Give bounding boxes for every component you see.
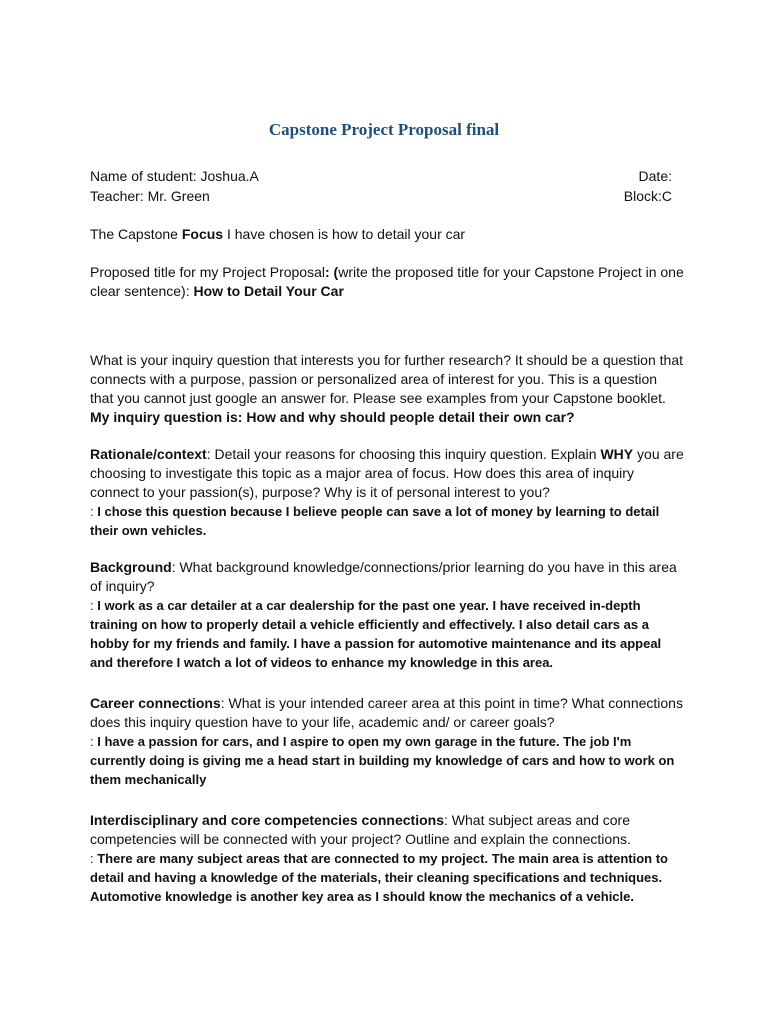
interdisciplinary-answer-prefix: :: [90, 851, 98, 866]
rationale-answer-text: I chose this question because I believe people can save a lot of money by learning to detail their own vehicles.: [90, 504, 660, 538]
rationale-section: [90, 445, 684, 540]
career-answer-text: I have a passion for cars, and I aspire to open my own garage in the future. The job I'm currently doing is giving me a head start in building my knowledge of cars and how to work on them mechanically: [90, 734, 675, 787]
interdisciplinary-heading: Interdisciplinary and core competencies connections: [90, 812, 444, 828]
document-title: Capstone Project Proposal final: [268, 120, 500, 139]
rationale-answer: [90, 502, 684, 540]
background-answer: [90, 596, 684, 672]
proposed-title-line: [90, 263, 684, 301]
rationale-prompt-b: you are choosing to investigate this topic as a major area of focus. How does this area of inquiry connect to your passion(s), purpose? Why is it of personal interest to you?: [90, 446, 684, 500]
career-answer: [90, 732, 684, 789]
interdisciplinary-answer-text: There are many subject areas that are connected to my project. The main area is attention to detail and having a knowledge of the materials, their cleaning specifications and techniques. Automotive knowledge is another key area as I should know the mechanics of a vehicle.: [90, 851, 668, 904]
background-prompt-text: : What background knowledge/connections/prior learning do you have in this area of inquiry?: [90, 559, 677, 594]
career-answer-prefix: :: [90, 734, 98, 749]
focus-keyword: Focus: [181, 226, 224, 242]
focus-suffix: I have chosen is how to detail your car: [223, 226, 466, 242]
background-prompt: [90, 558, 684, 596]
proposed-title-answer: How to Detail Your Car: [193, 283, 344, 299]
student-name: Name of student: Joshua.A: [90, 168, 259, 184]
inquiry-prompt: What is your inquiry question that interests you for further research? It should be a question that connects with a purpose, passion or personalized area of interest for you. This is a question that you cannot just google an answer for. Please see examples from your Capstone booklet.: [90, 352, 683, 406]
date-label: Date:: [638, 168, 672, 184]
teacher-name: Teacher: Mr. Green: [90, 188, 210, 204]
focus-line: [90, 225, 684, 244]
inquiry-section: [90, 351, 684, 427]
career-prompt: [90, 694, 684, 732]
career-heading: Career connections: [90, 695, 221, 711]
interdisciplinary-prompt-text: : What subject areas and core competencies will be connected with your project? Outline and explain the connections.: [90, 812, 631, 847]
rationale-why: WHY: [600, 446, 634, 462]
inquiry-answer: My inquiry question is: How and why should people detail their own car?: [90, 409, 575, 425]
background-answer-prefix: :: [90, 598, 98, 613]
rationale-answer-prefix: :: [90, 504, 98, 519]
interdisciplinary-answer: [90, 849, 684, 906]
rationale-heading: Rationale/context: [90, 446, 207, 462]
background-heading: Background: [90, 559, 172, 575]
background-section: [90, 558, 684, 672]
rationale-prompt-a: : Detail your reasons for choosing this inquiry question. Explain: [206, 446, 601, 462]
career-section: [90, 694, 684, 789]
career-prompt-text: : What is your intended career area at this point in time? What connections does this inquiry question have to your life, academic and/ or career goals?: [90, 695, 683, 730]
interdisciplinary-section: [90, 811, 684, 906]
proposed-title-prefix: Proposed title for my Project Proposal: [90, 264, 325, 280]
focus-section: [90, 225, 684, 244]
rationale-prompt: [90, 445, 684, 502]
proposed-title-prompt: write the proposed title for your Capstone Project in one clear sentence):: [90, 264, 684, 299]
focus-prefix: The Capstone: [90, 226, 182, 242]
block-label: Block:C: [623, 188, 672, 204]
background-answer-text: I work as a car detailer at a car dealership for the past one year. I have received in-depth training on how to properly detail a vehicle efficiently and effectively. I also detail cars as a hobby for my friends and family. I have a passion for automotive maintenance and its appeal and therefore I watch a lot of videos to enhance my knowledge in this area.: [90, 598, 662, 670]
proposed-title-colon: : (: [325, 264, 339, 280]
interdisciplinary-prompt: [90, 811, 684, 849]
proposed-title-section: [90, 263, 684, 301]
